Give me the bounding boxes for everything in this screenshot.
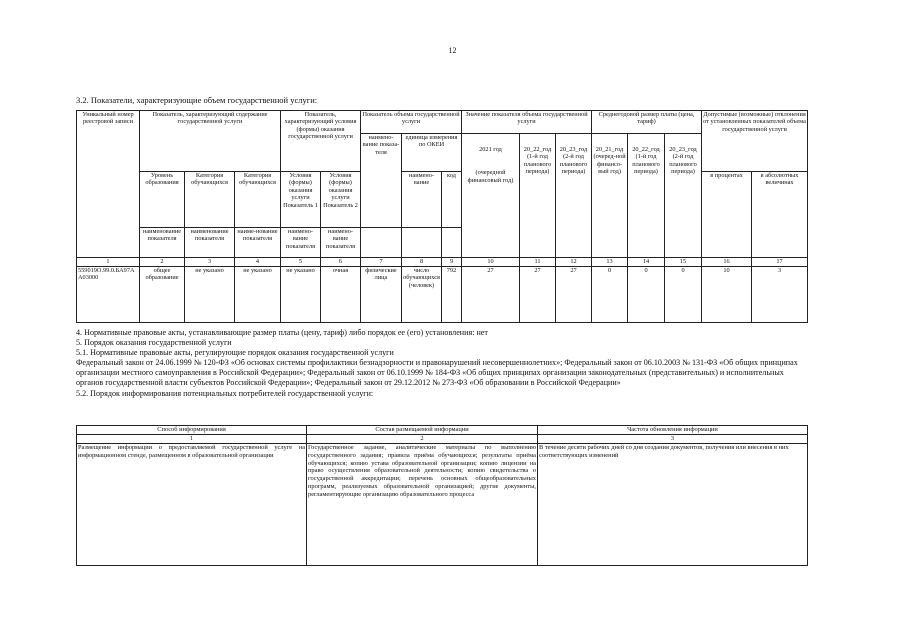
table-cell: 0	[665, 267, 702, 323]
table-cell: очная	[321, 267, 361, 323]
section-3-2-heading: 3.2. Показатели, характеризующие объем государственной услуги:	[76, 95, 318, 105]
composition-cell: Государственное задание, аналитические материалы по выполнению государственного задания; правила приёма обучающихся; результаты приёма обучающихся; копию устава образовательной организации; копию лицензии на право осуществления образовательной деятельности; копию свидетельства о государственной аккредитации; перечень основных общеобразовательных программ, реализуемых образовательной организацией; другие документы, регламентирующие организацию образовательного процесса	[307, 444, 538, 566]
header-level: Уровень образования	[140, 172, 185, 228]
table-cell: 10	[702, 267, 752, 323]
value-year-2-label: 20_22_год	[523, 146, 552, 153]
value-year-3-label: 20_23_год	[559, 146, 588, 153]
header-unit-code: код	[442, 172, 462, 228]
column-number: 9	[442, 258, 462, 267]
header-deviation-absolute: в абсолютных величинах	[752, 172, 808, 258]
header-name-2: наименование показателя	[185, 228, 235, 258]
column-number: 12	[556, 258, 592, 267]
paragraph-5-1-text: Федеральный закон от 24.06.1999 № 120-ФЗ «Об основах системы профилактики безнадзорности и правонарушений несовершеннолетних»; Федеральный закон от 06.10.2003 № 131-ФЗ «Об общих принципах организации местного самоуправления в Российской Федерации»; Федеральный закон от 06.10.1999 № 184-ФЗ «Об общих принципах организации законодательных (представительных) и исполнительных органов государственной власти субъектов Российской Федерации»; Федеральный закон от 29.12.2012 № 273-ФЗ «Об образовании в Российской Федерации»	[76, 358, 798, 388]
method-cell: Размещение информации о предоставляемой государственной услуге на информационном стенде, размещенном в образовательной организации	[77, 444, 307, 566]
payment-year-1-label: 20_21_год	[595, 146, 624, 153]
paragraph-4: 4. Нормативные правовые акты, устанавливающие размер платы (цену, тариф) либо порядок ее (его) установления: нет	[76, 328, 488, 337]
legal-text-block	[76, 328, 811, 399]
column-number: 13	[592, 258, 628, 267]
table-cell: 3	[752, 267, 808, 323]
value-year-1-sub: (очередной финансовый год)	[467, 169, 514, 184]
column-number: 16	[702, 258, 752, 267]
column-number: 7	[361, 258, 402, 267]
header-payment-year-2	[628, 134, 665, 258]
header-deviation-percent: в процентах	[702, 172, 752, 258]
column-number-row	[77, 258, 808, 267]
informing-table	[76, 425, 808, 566]
value-year-1-label: 2021 год	[479, 146, 502, 153]
table-cell: число обучающихся (человек)	[402, 267, 442, 323]
value-year-2-sub: (1-й год планового периода)	[523, 153, 552, 176]
page-number: 12	[448, 46, 457, 55]
payment-year-3-label: 20_23_год	[669, 146, 697, 153]
header-category-1: Категория обучающихся	[185, 172, 235, 228]
header-name-3: наиме-нование показателя	[235, 228, 281, 258]
table-cell: 27	[462, 267, 520, 323]
column-number: 2	[307, 435, 538, 444]
paragraph-5-1: 5.1. Нормативные правовые акты, регулирующие порядок оказания государственной услуги	[76, 348, 394, 358]
header-value-year-1	[462, 134, 520, 258]
header-volume-values: Значение показателя объема государственной услуги	[462, 111, 592, 134]
payment-year-1-sub: (очеред-ной финансо-вый год)	[593, 153, 626, 176]
column-number: 11	[520, 258, 556, 267]
header-content-indicator: Показатель, характеризующий содержание государственной услуги	[140, 111, 281, 172]
header-average-payment: Среднегодовой размер платы (цена, тариф)	[592, 111, 702, 134]
column-number: 1	[77, 258, 140, 267]
paragraph-5: 5. Порядок оказания государственной услуги	[76, 338, 232, 348]
header-name-4: наимено-вание показателя	[281, 228, 321, 258]
header-value-year-2	[520, 134, 556, 258]
header-method: Способ информирования	[77, 426, 307, 435]
column-number: 10	[462, 258, 520, 267]
column-number: 2	[140, 258, 185, 267]
table-cell: 792	[442, 267, 462, 323]
column-number: 5	[281, 258, 321, 267]
column-number: 17	[752, 258, 808, 267]
header-category-2: Категория обучающихся	[235, 172, 281, 228]
table-cell: не указано	[235, 267, 281, 323]
header-form-1: Условия (формы) оказания услуги Показатель 1	[281, 172, 321, 228]
column-number: 14	[628, 258, 665, 267]
header-blank	[361, 228, 402, 258]
volume-indicators-table	[76, 110, 808, 323]
table-cell: не указано	[185, 267, 235, 323]
payment-year-2-label: 20_22_год	[632, 146, 660, 153]
frequency-cell: В течение десяти рабочих дней со дня создания документов, получения или внесения в них соответствующих изменений	[538, 444, 808, 566]
header-allowed-deviation: Допустимые (возможные) отклонения от установленных показателей объема государственной услуги	[702, 111, 808, 172]
table-row	[77, 267, 808, 323]
header-composition: Состав размещаемой информации	[307, 426, 538, 435]
paragraph-5-2: 5.2. Порядок информирования потенциальных потребителей государственной услуги:	[76, 388, 374, 398]
table-cell: общее образование	[140, 267, 185, 323]
table-cell: не указано	[281, 267, 321, 323]
column-number: 8	[402, 258, 442, 267]
table-cell: физические лица	[361, 267, 402, 323]
column-number: 4	[235, 258, 281, 267]
header-unit-okei: единица измерения по ОКЕИ	[402, 134, 462, 172]
header-frequency: Частота обновления информации	[538, 426, 808, 435]
header-blank	[402, 228, 442, 258]
header-volume-indicator: Показатель объема государственной услуги	[361, 111, 462, 134]
header-payment-year-1	[592, 134, 628, 258]
table-cell: 27	[520, 267, 556, 323]
header-indicator-name: наимено-вание показа-теля	[361, 134, 402, 228]
value-year-3-sub: (2-й год планового периода)	[559, 153, 588, 176]
header-conditions-indicator: Показатель, характеризующий условия (формы) оказания государственной услуги	[281, 111, 361, 172]
header-unique-record: Уникальный номер реестровой записи	[77, 111, 140, 258]
header-unit-name: наимено-вание	[402, 172, 442, 228]
header-value-year-3	[556, 134, 592, 258]
table-cell: 559019О.99.0.БА97АА03000	[77, 267, 140, 323]
header-payment-year-3	[665, 134, 702, 258]
column-number: 6	[321, 258, 361, 267]
column-number: 1	[77, 435, 307, 444]
column-number: 3	[538, 435, 808, 444]
header-name-1: наименование показателя	[140, 228, 185, 258]
payment-year-3-sub: (2-й год планового периода)	[669, 153, 697, 176]
header-blank	[442, 228, 462, 258]
header-form-2: Условия (формы) оказания услуги Показатель 2	[321, 172, 361, 228]
header-name-5: наимено-вание показателя	[321, 228, 361, 258]
table-cell: 0	[628, 267, 665, 323]
payment-year-2-sub: (1-й год планового периода)	[632, 153, 660, 176]
table-cell: 0	[592, 267, 628, 323]
column-number: 15	[665, 258, 702, 267]
column-number: 3	[185, 258, 235, 267]
table-cell: 27	[556, 267, 592, 323]
